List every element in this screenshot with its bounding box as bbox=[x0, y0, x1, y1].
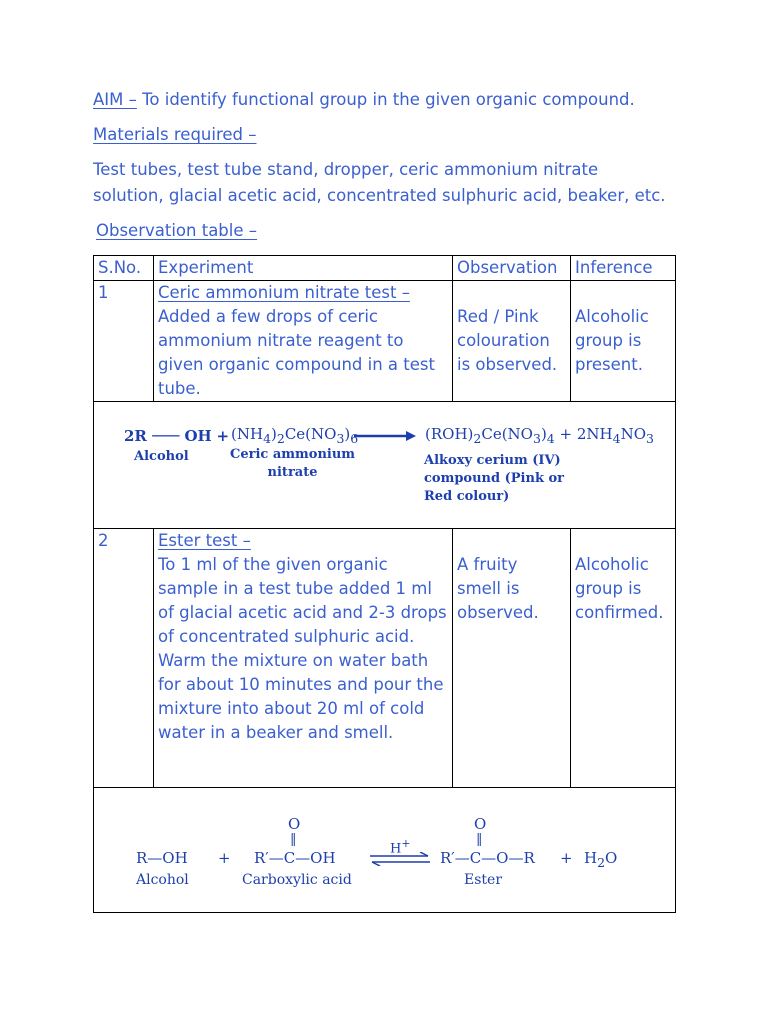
observation-text: Red / Pink colouration is observed. bbox=[457, 307, 558, 374]
observation-text: A fruity smell is observed. bbox=[457, 555, 539, 622]
row-sno: 2 bbox=[94, 529, 154, 788]
inference-text: Alcoholic group is confirmed. bbox=[575, 555, 664, 622]
experiment-text: Added a few drops of ceric ammonium nitrate reagent to given organic compound in a test tube. bbox=[158, 307, 435, 398]
equation-row-1 bbox=[94, 402, 676, 529]
row-observation bbox=[453, 281, 571, 402]
eq2-water: $H_2O$ bbox=[584, 849, 618, 870]
eq2-ester: R′—C—O—R bbox=[440, 849, 535, 867]
row-inference bbox=[571, 281, 676, 402]
experiment-title: Ceric ammonium nitrate test – bbox=[158, 283, 410, 302]
header-inference: Inference bbox=[571, 256, 676, 281]
eq2-acid-oxygen: O bbox=[288, 815, 301, 833]
materials-line-1: Test tubes, test tube stand, dropper, ceric ammonium nitrate bbox=[93, 160, 599, 179]
eq2-label-acid: Carboxylic acid bbox=[242, 872, 352, 888]
materials-heading: Materials required – bbox=[93, 125, 257, 144]
eq2-label-ester: Ester bbox=[464, 872, 503, 888]
eq2-ester-oxygen: O bbox=[474, 815, 487, 833]
inference-text: Alcoholic group is present. bbox=[575, 307, 649, 374]
row-inference bbox=[571, 529, 676, 788]
eq1-product: $(ROH)_2Ce(NO_3)_4 + 2NH_4NO_3$ bbox=[425, 425, 654, 446]
eq2-label-alcohol: Alcohol bbox=[136, 872, 189, 888]
eq1-reactant: 2R ─── OH + bbox=[124, 427, 230, 445]
table-row bbox=[94, 281, 676, 402]
experiment-title: Ester test – bbox=[158, 531, 251, 550]
eq1-label-reagent: Ceric ammonium nitrate bbox=[230, 447, 356, 480]
experiment-text: To 1 ml of the given organic sample in a test tube added 1 ml of glacial acetic acid and 2-3 drops of concentrated sulphuric acid. Warm the mixture on water bath for about 10 minutes and pour the mixture into about 20 ml of cold water in a beaker and smell. bbox=[158, 555, 447, 742]
row-sno: 1 bbox=[94, 281, 154, 402]
row-observation bbox=[453, 529, 571, 788]
aim-line bbox=[93, 87, 635, 113]
ester-equation bbox=[94, 788, 676, 913]
aim-text: To identify functional group in the given organic compound. bbox=[136, 90, 635, 109]
eq2-catalyst: H+ bbox=[390, 837, 411, 857]
observation-table bbox=[93, 255, 676, 913]
equilibrium-arrow-icon bbox=[370, 852, 430, 866]
eq1-label-alcohol: Alcohol bbox=[134, 449, 189, 464]
header-observation: Observation bbox=[453, 256, 571, 281]
aim-label: AIM – bbox=[93, 90, 137, 109]
table-header-row bbox=[94, 256, 676, 281]
eq2-acid: R′—C—OH bbox=[254, 849, 336, 867]
equation-row-2 bbox=[94, 788, 676, 913]
header-sno: S.No. bbox=[94, 256, 154, 281]
row-experiment bbox=[154, 281, 453, 402]
eq2-plus: + bbox=[218, 849, 231, 867]
double-bond-icon: ‖ bbox=[290, 832, 297, 847]
reaction-arrow-icon bbox=[354, 430, 416, 442]
row-experiment bbox=[154, 529, 453, 788]
ceric-equation bbox=[94, 402, 676, 529]
eq2-alcohol: R—OH bbox=[136, 849, 188, 867]
double-bond-icon: ‖ bbox=[476, 832, 483, 847]
materials-line-2: solution, glacial acetic acid, concentrated sulphuric acid, beaker, etc. bbox=[93, 186, 666, 205]
eq1-label-product: Alkoxy cerium (IV) compound (Pink or Red colour) bbox=[424, 453, 564, 504]
table-row bbox=[94, 529, 676, 788]
eq1-reagent: $(NH_4)_2Ce(NO_3)_6$ bbox=[231, 425, 359, 446]
eq2-plus-2: + bbox=[560, 849, 573, 867]
observation-heading: Observation table – bbox=[96, 221, 258, 240]
header-experiment: Experiment bbox=[154, 256, 453, 281]
